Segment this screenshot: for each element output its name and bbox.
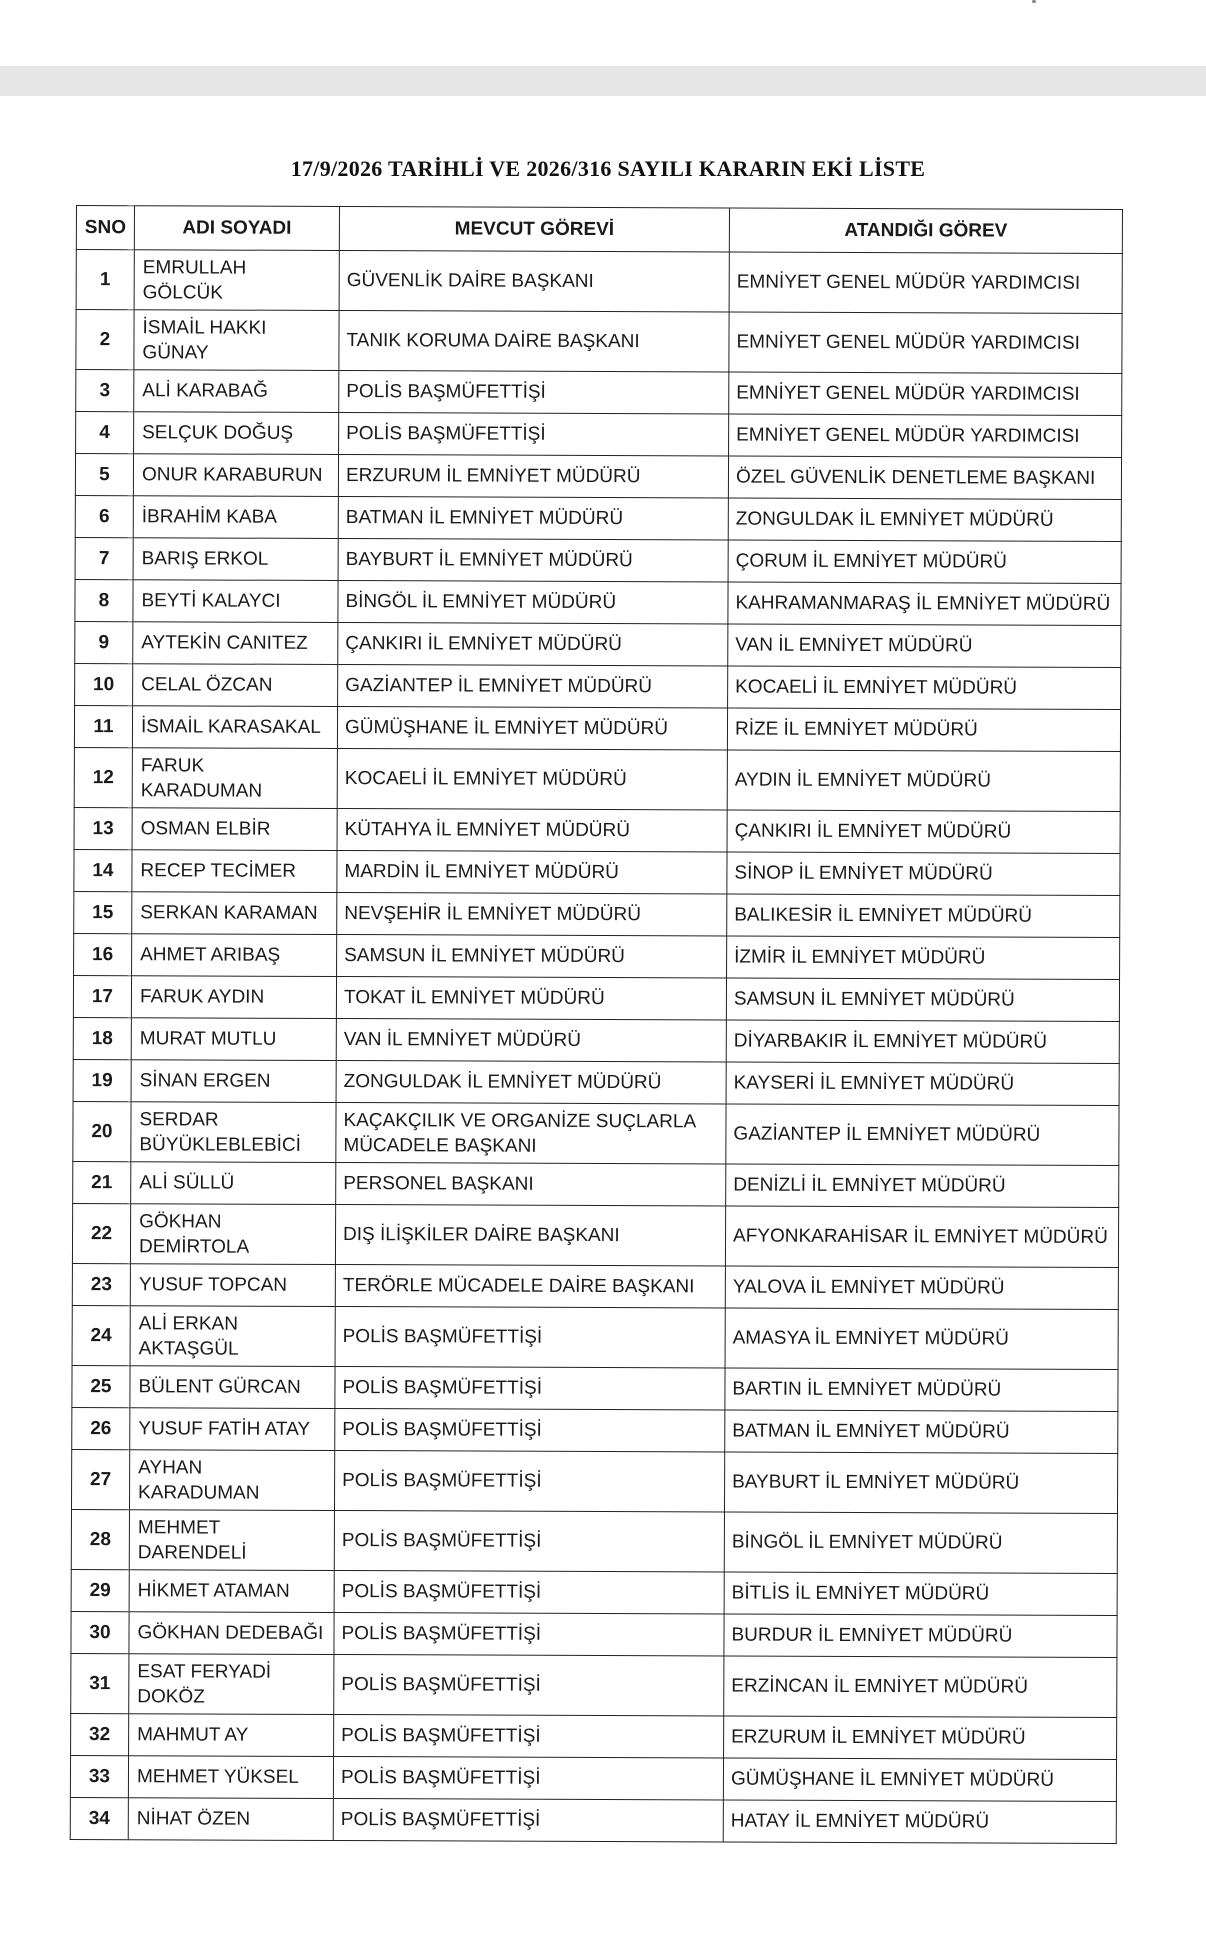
row-name-cell [133,454,338,497]
row-sno-cell: 32 [71,1713,129,1755]
table-row [71,1713,1117,1759]
header-assigned-position: ATANDIĞI GÖREV [729,208,1122,254]
row-name-cell [132,748,337,809]
row-assigned-position-cell: GAZİANTEP İL EMNİYET MÜDÜRÜ [726,1104,1119,1166]
table-row [73,975,1119,1021]
row-sno-cell: 9 [75,621,133,663]
row-current-position-cell: POLİS BAŞMÜFETTİŞİ [334,1613,724,1656]
row-sno-cell: 7 [75,537,133,579]
row-current-position-cell: POLİS BAŞMÜFETTİŞİ [335,1307,725,1368]
row-name-cell [130,1408,335,1451]
row-assigned-position-cell: BİTLİS İL EMNİYET MÜDÜRÜ [724,1572,1117,1616]
row-sno-cell: 25 [72,1365,130,1407]
row-assigned-position-cell: BARTIN İL EMNİYET MÜDÜRÜ [725,1368,1118,1412]
row-current-position-cell: POLİS BAŞMÜFETTİŞİ [334,1571,724,1614]
row-assigned-position-cell: EMNİYET GENEL MÜDÜR YARDIMCISI [729,312,1122,374]
row-name-cell [134,412,339,455]
row-assigned-position-cell: DENİZLİ İL EMNİYET MÜDÜRÜ [726,1164,1119,1208]
person-name: SERDAR BÜYÜKLEBLEBİCİ [139,1108,302,1156]
row-sno-cell: 30 [71,1611,129,1653]
row-name-cell [132,892,337,935]
row-current-position-cell: BATMAN İL EMNİYET MÜDÜRÜ [338,497,728,540]
row-current-position-cell: GÜMÜŞHANE İL EMNİYET MÜDÜRÜ [337,707,727,750]
row-assigned-position-cell: ERZİNCAN İL EMNİYET MÜDÜRÜ [724,1656,1117,1718]
row-assigned-position-cell: HATAY İL EMNİYET MÜDÜRÜ [723,1800,1116,1844]
row-assigned-position-cell: SAMSUN İL EMNİYET MÜDÜRÜ [726,978,1119,1022]
row-sno-cell: 11 [74,705,132,747]
person-name: ONUR KARABURUN [141,464,323,486]
person-name: FARUK AYDIN [139,986,265,1008]
table-row [75,537,1121,583]
row-name-cell [129,1570,334,1613]
row-assigned-position-cell: RİZE İL EMNİYET MÜDÜRÜ [727,708,1120,752]
row-current-position-cell: SAMSUN İL EMNİYET MÜDÜRÜ [337,935,727,978]
row-assigned-position-cell: AFYONKARAHİSAR İL EMNİYET MÜDÜRÜ [725,1206,1118,1268]
row-assigned-position-cell: BAYBURT İL EMNİYET MÜDÜRÜ [724,1452,1117,1514]
table-row [70,1755,1116,1801]
row-current-position-cell: POLİS BAŞMÜFETTİŞİ [334,1451,724,1512]
person-name: SERKAN KARAMAN [140,902,318,924]
row-sno-cell: 4 [76,412,134,454]
row-assigned-position-cell: ÇANKIRI İL EMNİYET MÜDÜRÜ [727,810,1120,854]
table-row [74,807,1120,853]
row-sno-cell: 19 [73,1059,131,1101]
row-name-cell [134,250,339,311]
header-name: ADI SOYADI [134,206,339,251]
row-name-cell [133,664,338,707]
row-current-position-cell: GÜVENLİK DAİRE BAŞKANI [339,251,729,312]
row-assigned-position-cell: DİYARBAKIR İL EMNİYET MÜDÜRÜ [726,1020,1119,1064]
row-assigned-position-cell: EMNİYET GENEL MÜDÜR YARDIMCISI [729,252,1122,314]
row-name-cell [130,1264,335,1307]
row-assigned-position-cell: KAYSERİ İL EMNİYET MÜDÜRÜ [726,1062,1119,1106]
person-name: BEYTİ KALAYCI [141,590,281,612]
person-name: RECEP TECİMER [140,860,297,882]
person-name: İSMAİL HAKKI GÜNAY [142,316,267,364]
row-current-position-cell: POLİS BAŞMÜFETTİŞİ [334,1655,724,1716]
top-gray-band [0,66,1206,96]
row-current-position-cell: VAN İL EMNİYET MÜDÜRÜ [336,1019,726,1062]
row-name-cell [131,1018,336,1061]
table-row [75,579,1121,625]
row-sno-cell: 27 [71,1449,129,1509]
person-name: YUSUF TOPCAN [138,1274,288,1296]
row-sno-cell: 18 [73,1017,131,1059]
row-name-cell [133,496,338,539]
table-row [76,370,1122,416]
table-row [71,1509,1117,1573]
row-name-cell [131,1162,336,1205]
person-name: EMRULLAH GÖLCÜK [142,256,247,304]
row-name-cell [132,934,337,977]
row-name-cell [130,1366,335,1409]
person-name: BARIŞ ERKOL [141,548,269,570]
row-current-position-cell: POLİS BAŞMÜFETTİŞİ [334,1511,724,1572]
row-name-cell [129,1450,334,1511]
row-current-position-cell: NEVŞEHİR İL EMNİYET MÜDÜRÜ [337,893,727,936]
person-name: OSMAN ELBİR [140,818,271,840]
row-name-cell [132,706,337,749]
header-current-position: MEVCUT GÖREVİ [339,207,729,252]
person-name: ESAT FERYADİ DOKÖZ [137,1660,272,1708]
row-sno-cell: 6 [75,495,133,537]
row-current-position-cell: MARDİN İL EMNİYET MÜDÜRÜ [337,851,727,894]
header-sno: SNO [76,206,134,250]
row-sno-cell: 21 [73,1161,131,1203]
row-assigned-position-cell: EMNİYET GENEL MÜDÜR YARDIMCISI [729,372,1122,416]
person-name: SELÇUK DOĞUŞ [142,422,294,444]
row-current-position-cell: KOCAELİ İL EMNİYET MÜDÜRÜ [337,749,727,810]
table-row [76,250,1122,314]
row-current-position-cell: ÇANKIRI İL EMNİYET MÜDÜRÜ [338,623,728,666]
row-name-cell [133,580,338,623]
table-row [73,1161,1119,1207]
person-name: GÖKHAN DEMİRTOLA [138,1210,250,1258]
row-assigned-position-cell: EMNİYET GENEL MÜDÜR YARDIMCISI [729,414,1122,458]
row-current-position-cell: PERSONEL BAŞKANI [336,1163,726,1206]
row-assigned-position-cell: KAHRAMANMARAŞ İL EMNİYET MÜDÜRÜ [728,582,1121,626]
row-sno-cell: 22 [72,1203,130,1263]
row-current-position-cell: KAÇAKÇILIK VE ORGANİZE SUÇLARLA MÜCADELE BAŞKANI [336,1103,726,1164]
table-row [72,1263,1118,1309]
row-assigned-position-cell: ZONGULDAK İL EMNİYET MÜDÜRÜ [728,498,1121,542]
table-row [75,454,1121,500]
table-row [74,891,1120,937]
row-sno-cell: 1 [76,250,134,310]
table-row [73,1101,1119,1165]
row-name-cell [131,1060,336,1103]
table-row [72,1203,1118,1267]
person-name: MAHMUT AY [137,1724,249,1746]
row-sno-cell: 17 [73,975,131,1017]
table-row [75,621,1121,667]
table-row [74,933,1120,979]
row-assigned-position-cell: ERZURUM İL EMNİYET MÜDÜRÜ [724,1716,1117,1760]
row-current-position-cell: BİNGÖL İL EMNİYET MÜDÜRÜ [338,581,728,624]
row-current-position-cell: DIŞ İLİŞKİLER DAİRE BAŞKANI [335,1205,725,1266]
table-row [75,663,1121,709]
row-assigned-position-cell: AYDIN İL EMNİYET MÜDÜRÜ [727,750,1120,812]
row-assigned-position-cell: AMASYA İL EMNİYET MÜDÜRÜ [725,1308,1118,1370]
row-name-cell [129,1612,334,1655]
row-current-position-cell: TERÖRLE MÜCADELE DAİRE BAŞKANI [335,1265,725,1308]
row-sno-cell: 8 [75,579,133,621]
row-sno-cell: 12 [74,747,132,807]
row-sno-cell: 28 [71,1509,129,1569]
row-current-position-cell: POLİS BAŞMÜFETTİŞİ [335,1409,725,1452]
person-name: AHMET ARIBAŞ [140,944,281,966]
person-name: AYHAN KARADUMAN [138,1456,260,1504]
row-assigned-position-cell: YALOVA İL EMNİYET MÜDÜRÜ [725,1266,1118,1310]
row-sno-cell: 14 [74,849,132,891]
table-row [73,1017,1119,1063]
row-name-cell [131,976,336,1019]
table-body [70,250,1122,1844]
person-name: CELAL ÖZCAN [141,674,273,696]
table-row [71,1611,1117,1657]
row-current-position-cell: ZONGULDAK İL EMNİYET MÜDÜRÜ [336,1061,726,1104]
person-name: YUSUF FATİH ATAY [138,1418,311,1440]
person-name: NİHAT ÖZEN [136,1808,251,1830]
row-sno-cell: 23 [72,1263,130,1305]
row-sno-cell: 31 [71,1653,129,1713]
row-name-cell [130,1204,335,1265]
person-name: MEHMET DARENDELİ [137,1516,247,1564]
row-current-position-cell: POLİS BAŞMÜFETTİŞİ [333,1757,723,1800]
row-current-position-cell: POLİS BAŞMÜFETTİŞİ [339,371,729,414]
person-name: BÜLENT GÜRCAN [138,1376,301,1398]
row-sno-cell: 33 [70,1755,128,1797]
table-row [73,1059,1119,1105]
row-sno-cell: 2 [76,310,134,370]
row-current-position-cell: POLİS BAŞMÜFETTİŞİ [334,1715,724,1758]
person-name: ALİ KARABAĞ [142,380,268,402]
person-name: ALİ SÜLLÜ [139,1172,235,1194]
table-row [71,1569,1117,1615]
person-name: MURAT MUTLU [139,1028,277,1050]
row-assigned-position-cell: BALIKESİR İL EMNİYET MÜDÜRÜ [727,894,1120,938]
row-sno-cell: 20 [73,1101,131,1161]
row-name-cell [133,538,338,581]
row-name-cell [131,1102,336,1163]
row-assigned-position-cell: BİNGÖL İL EMNİYET MÜDÜRÜ [724,1512,1117,1574]
appointment-table [70,205,1123,1844]
table-header-row [76,206,1122,254]
row-assigned-position-cell: KOCAELİ İL EMNİYET MÜDÜRÜ [728,666,1121,710]
row-current-position-cell: ERZURUM İL EMNİYET MÜDÜRÜ [338,455,728,498]
row-current-position-cell: BAYBURT İL EMNİYET MÜDÜRÜ [338,539,728,582]
row-name-cell [128,1756,333,1799]
table-row [75,495,1121,541]
row-sno-cell: 24 [72,1305,130,1365]
table-row [72,1407,1118,1453]
row-current-position-cell: TOKAT İL EMNİYET MÜDÜRÜ [336,977,726,1020]
person-name: GÖKHAN DEDEBAĞI [137,1622,324,1644]
row-name-cell [129,1654,334,1715]
person-name: ALİ ERKAN AKTAŞGÜL [138,1312,239,1360]
table-row [76,412,1122,458]
row-sno-cell: 13 [74,807,132,849]
row-name-cell [132,808,337,851]
row-assigned-position-cell: BURDUR İL EMNİYET MÜDÜRÜ [724,1614,1117,1658]
row-sno-cell: 10 [75,663,133,705]
row-current-position-cell: TANIK KORUMA DAİRE BAŞKANI [339,311,729,372]
top-dot-mark [1032,0,1036,3]
person-name: MEHMET YÜKSEL [136,1766,299,1788]
row-assigned-position-cell: BATMAN İL EMNİYET MÜDÜRÜ [725,1410,1118,1454]
row-name-cell [130,1306,335,1367]
row-assigned-position-cell: ÖZEL GÜVENLİK DENETLEME BAŞKANI [728,456,1121,500]
person-name: AYTEKİN CANITEZ [141,632,308,654]
row-current-position-cell: POLİS BAŞMÜFETTİŞİ [333,1799,723,1842]
row-current-position-cell: GAZİANTEP İL EMNİYET MÜDÜRÜ [338,665,728,708]
table-row [70,1797,1116,1843]
row-name-cell [129,1714,334,1757]
table-row [71,1653,1117,1717]
row-sno-cell: 29 [71,1569,129,1611]
row-sno-cell: 15 [74,891,132,933]
row-sno-cell: 26 [72,1407,130,1449]
person-name: FARUK KARADUMAN [140,754,263,802]
row-current-position-cell: POLİS BAŞMÜFETTİŞİ [335,1367,725,1410]
table-row [76,310,1122,374]
row-sno-cell: 16 [74,933,132,975]
table-row [71,1449,1117,1513]
row-sno-cell: 3 [76,370,134,412]
person-name: İBRAHİM KABA [141,506,277,528]
person-name: İSMAİL KARASAKAL [140,716,321,738]
row-name-cell [133,622,338,665]
row-assigned-position-cell: SİNOP İL EMNİYET MÜDÜRÜ [727,852,1120,896]
row-name-cell [134,310,339,371]
person-name: SİNAN ERGEN [139,1070,271,1092]
row-current-position-cell: POLİS BAŞMÜFETTİŞİ [339,413,729,456]
row-sno-cell: 34 [70,1797,128,1839]
row-sno-cell: 5 [75,454,133,496]
document-title: 17/9/2026 TARİHLİ VE 2026/316 SAYILI KARARIN EKİ LİSTE [290,156,926,181]
table-row [72,1365,1118,1411]
person-name: HİKMET ATAMAN [137,1580,290,1602]
table-row [74,849,1120,895]
row-assigned-position-cell: İZMİR İL EMNİYET MÜDÜRÜ [727,936,1120,980]
row-name-cell [134,370,339,413]
row-current-position-cell: KÜTAHYA İL EMNİYET MÜDÜRÜ [337,809,727,852]
row-assigned-position-cell: ÇORUM İL EMNİYET MÜDÜRÜ [728,540,1121,584]
table-row [74,705,1120,751]
row-name-cell [132,850,337,893]
row-assigned-position-cell: VAN İL EMNİYET MÜDÜRÜ [728,624,1121,668]
row-name-cell [128,1798,333,1841]
row-assigned-position-cell: GÜMÜŞHANE İL EMNİYET MÜDÜRÜ [723,1758,1116,1802]
table-row [74,747,1120,811]
row-name-cell [129,1510,334,1571]
table-row [72,1305,1118,1369]
